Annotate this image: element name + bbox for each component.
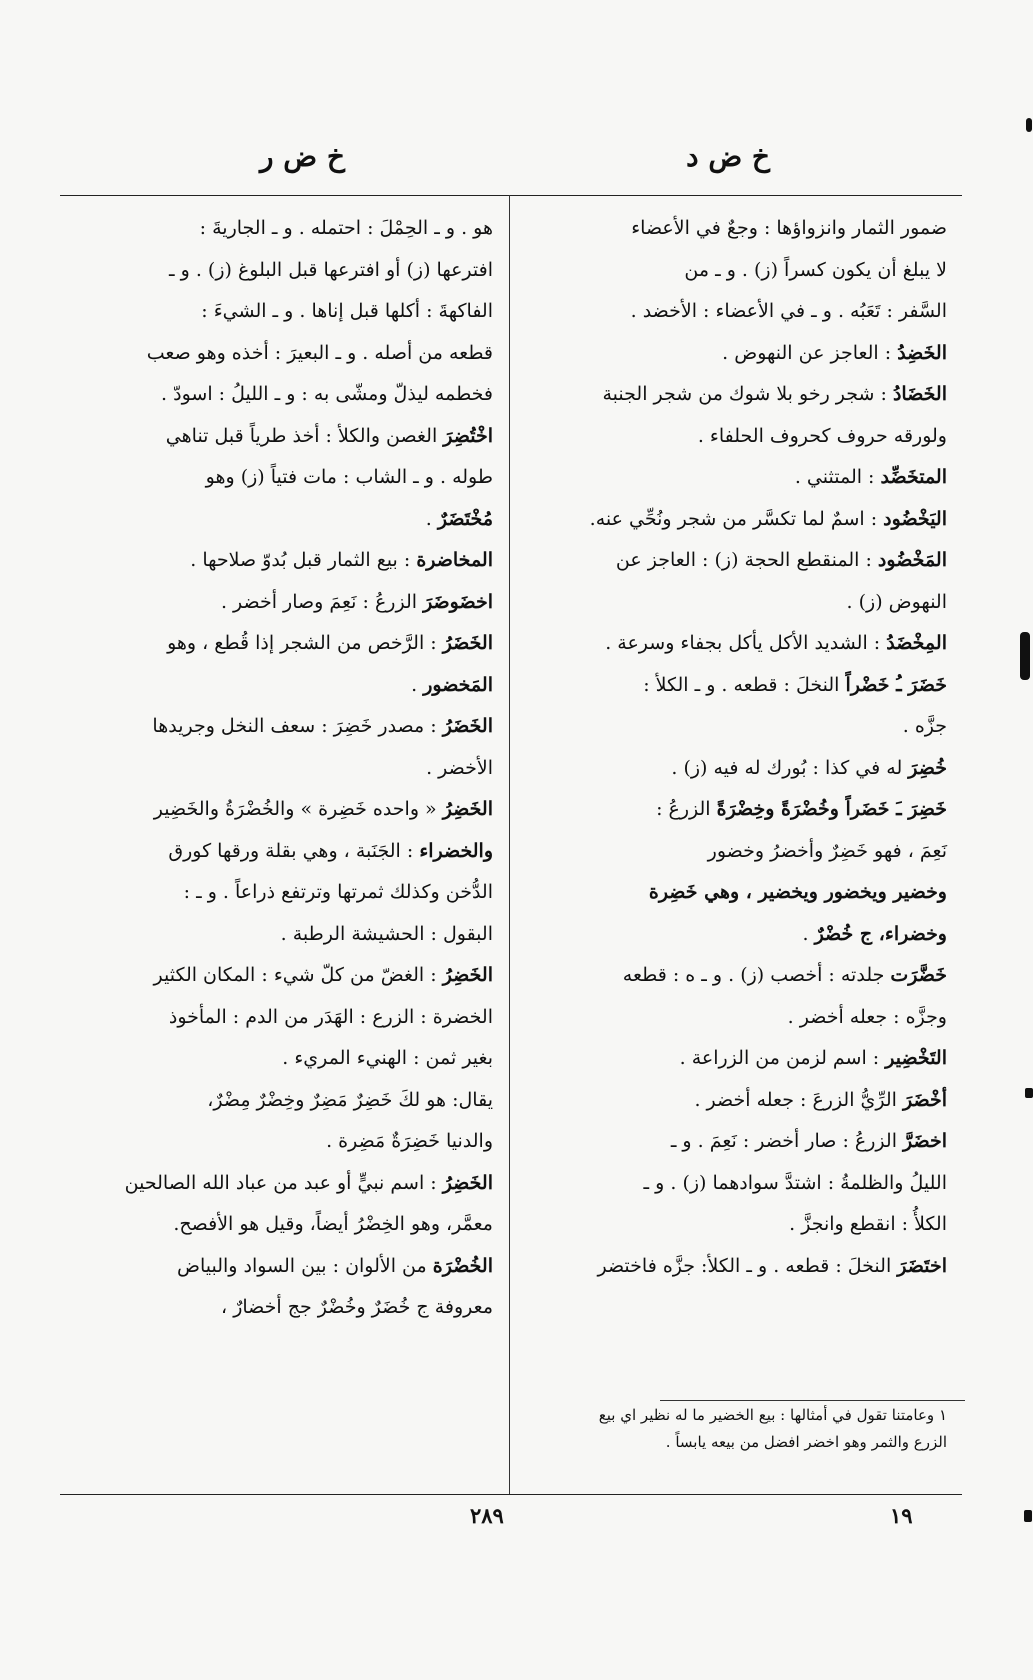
headword: خَضَّرَت (890, 964, 947, 986)
dictionary-line (522, 457, 947, 499)
definition-text: « واحده خَضِرة » والخُضْرَةُ والخَضِير (153, 798, 443, 820)
footnote-line: ١ وعامتنا تقول في أمثالها : بيع الخضير ما له نظير اي بيع (598, 1406, 947, 1424)
definition-text: : شجر رخو بلا شوك من شجر الجنبة (602, 383, 893, 405)
definition-text: : الرَّخص من الشجر إذا قُطع ، وهو (167, 632, 443, 654)
definition-text: . (802, 922, 815, 945)
definition-text: الدُّخن وكذلك ثمرتها وترتفع ذراعاً . و ـ : (183, 881, 493, 903)
definition-text: : المتثني . (794, 466, 881, 488)
headword: المخاضرة (416, 549, 493, 571)
headword: اخضَوضَرَ (423, 590, 493, 613)
dictionary-line (68, 499, 493, 541)
dictionary-line (68, 872, 493, 914)
dictionary-line (522, 1246, 947, 1288)
dictionary-line (522, 955, 947, 997)
page-number-folio: ١٩ (890, 1503, 913, 1528)
dictionary-line (522, 1038, 947, 1080)
headword: وخضراء، ج خُضْرٌ (814, 922, 947, 945)
definition-text: النخلَ : قطعه . و ـ الكلأ : (643, 673, 846, 696)
headword: والخضراء (419, 839, 493, 862)
page-header (60, 140, 960, 190)
definition-text: الزرعُ : (656, 798, 717, 820)
definition-text: ولورقه حروف كحروف الحلفاء . (697, 424, 947, 447)
dictionary-line (68, 914, 493, 956)
definition-text: فخطمه ليذلّ ومشّى به : و ـ الليلُ : اسودّ . (161, 383, 493, 405)
headword: خَضَرَ ـُ خَضْراً (845, 673, 947, 696)
definition-text: بغير ثمن : الهنيء المريء . (282, 1047, 493, 1069)
headword: اخضَرَّ (903, 1130, 947, 1152)
dictionary-line (68, 416, 493, 458)
footnotes (522, 1402, 947, 1456)
dictionary-line (68, 333, 493, 375)
definition-text: قطعه من أصله . و ـ البعيرَ : أخذه وهو صعب (146, 341, 493, 364)
definition-text: : الجَنَبة ، وهي بقلة ورقها كورق (168, 839, 420, 862)
dictionary-line (68, 1204, 493, 1246)
dictionary-line (522, 706, 947, 748)
dictionary-line (68, 1163, 493, 1205)
definition-text: الخضرة : الزرع : الهَدَر من الدم : المأخوذ (168, 1005, 493, 1028)
dictionary-line (68, 1287, 493, 1329)
headword: اختَضَرَ (897, 1254, 947, 1277)
definition-text: من الألوان : بين السواد والبياض (176, 1254, 433, 1277)
dictionary-line (522, 1080, 947, 1122)
definition-text: : بيع الثمار قبل بُدوّ صلاحها . (190, 549, 417, 571)
dictionary-line (68, 1080, 493, 1122)
dictionary-line (68, 831, 493, 873)
definition-text: الليلُ والظلمةُ : اشتدَّ سوادهما (ز) . و ـ (643, 1171, 947, 1194)
headword: وخضير ويخضور ويخضير ، وهي خَضِرة (648, 881, 947, 903)
footnote-line: الزرع والثمر وهو اخضر افضل من بيعه يابساً . (665, 1433, 947, 1451)
definition-text: ضمور الثمار وانزواؤها : وجعٌ في الأعضاء (631, 217, 947, 239)
dictionary-line (522, 872, 947, 914)
dictionary-line (68, 789, 493, 831)
headword: الخَضِدُ (897, 341, 947, 364)
dictionary-line (68, 748, 493, 790)
definition-text: الكلأُ : انقطع وانجزَّ . (789, 1213, 947, 1235)
definition-text: جلدته : أخصب (ز) . و ـ ه : قطعه (622, 964, 891, 986)
dictionary-line (68, 540, 493, 582)
dictionary-line (522, 333, 947, 375)
headword: اخْتُضِرَ (443, 424, 493, 447)
definition-text: والدنيا خَضِرَةٌ مَضِرة . (326, 1130, 493, 1152)
headword: المَخْضُود (877, 549, 947, 571)
headword: اليَخْضُود (883, 507, 947, 530)
dictionary-line (522, 665, 947, 707)
definition-text: الأخضر . (426, 756, 493, 779)
dictionary-line (522, 291, 947, 333)
headword: الخَضِرُ (442, 964, 493, 986)
definition-text: : اسم نبيٍّ أو عبد من عباد الله الصالحين (124, 1171, 443, 1194)
header-root-left: خ ض ر (260, 140, 345, 173)
dictionary-line (522, 1204, 947, 1246)
right-column (522, 208, 947, 1287)
definition-text: : العاجز عن النهوض . (722, 341, 898, 364)
definition-text: الزرعُ : صار أخضر : نَعِمَ . و ـ (670, 1130, 904, 1152)
headword: الخَضَرُ (442, 632, 493, 654)
dictionary-line (522, 250, 947, 292)
definition-text: معمَّر، وهو الخِضْرُ أيضاً، وقيل هو الأفصح. (173, 1213, 493, 1235)
footer-rule (60, 1494, 962, 1495)
definition-text: البقول : الحشيشة الرطبة . (280, 922, 493, 945)
definition-text: لا يبلغ أن يكون كسراً (ز) . و ـ من (684, 258, 947, 281)
dictionary-line (68, 1121, 493, 1163)
headword: الخَضِرُ (442, 1171, 493, 1194)
definition-text: الغصن والكلأ : أخذ طرياً قبل تناهي (165, 424, 444, 447)
page-number: ٢٨٩ (470, 1503, 504, 1528)
headword: المتخَضِّد (880, 466, 947, 488)
dictionary-line (522, 914, 947, 956)
scan-edge-mark (1026, 118, 1032, 132)
definition-text: الفاكهةَ : أكلها قبل إناها . و ـ الشيءَ : (201, 300, 493, 322)
dictionary-line (522, 1163, 947, 1205)
dictionary-line (522, 374, 947, 416)
dictionary-line (68, 706, 493, 748)
headword: الخَضِرُ (442, 798, 493, 820)
dictionary-line (68, 374, 493, 416)
definition-text: الزرعُ : نَعِمَ وصار أخضر . (220, 590, 424, 613)
definition-text: يقال: هو لكَ خَضِرٌ مَضِرٌ وخِضْرٌ مِضْرٌ، (207, 1088, 493, 1111)
dictionary-line (68, 997, 493, 1039)
scan-edge-mark (1024, 1510, 1032, 1522)
dictionary-line (68, 1246, 493, 1288)
headword: الخَضَادُ (892, 383, 947, 405)
definition-text: : المنقطع الحجة (ز) : العاجز عن (615, 549, 878, 571)
definition-text: هو . و ـ الحِمْلَ : احتمله . و ـ الجاريةَ : (199, 217, 493, 239)
definition-text: : اسم لزمن من الزراعة . (679, 1047, 886, 1069)
dictionary-line (522, 1121, 947, 1163)
headword: الخُضْرَة (432, 1254, 493, 1277)
definition-text: معروفة ج خُضَرٌ وخُضْرٌ جج أخضارٌ ، (221, 1296, 493, 1318)
headword: الخَضَرُ (442, 715, 493, 737)
definition-text: جزَّه . (902, 715, 947, 737)
dictionary-line (522, 623, 947, 665)
dictionary-line (68, 291, 493, 333)
dictionary-line (522, 208, 947, 250)
definition-text: له في كذا : بُورك له فيه (ز) . (671, 756, 909, 779)
headword: المِخْضَدُ (886, 632, 947, 654)
dictionary-line (522, 540, 947, 582)
definition-text: : الشديد الأكل يأكل بجفاء وسرعة . (605, 632, 887, 654)
headword: خُضِرَ (908, 756, 947, 779)
headword: المَخضور (423, 673, 493, 696)
definition-text: نَعِمَ ، فهو خَضِرٌ وأخضرُ وخضور (707, 839, 947, 862)
definition-text: : اسمٌ لما تكسَّر من شجر ونُحِّي عنه. (589, 507, 884, 530)
headword: خَضِرَ ـَ خَضَراً وخُضْرَةً وخِضْرَةً (716, 798, 947, 820)
definition-text: افترعها (ز) أو افترعها قبل البلوغ (ز) . و ـ (169, 258, 493, 281)
dictionary-line (522, 748, 947, 790)
dictionary-line (68, 582, 493, 624)
left-column (68, 208, 493, 1329)
definition-text: . (411, 673, 424, 696)
definition-text: وجزَّه : جعله أخضر . (787, 1005, 947, 1028)
dictionary-line (522, 499, 947, 541)
dictionary-line (68, 457, 493, 499)
definition-text: الرِّيُّ الزرعَ : جعله أخضر . (694, 1088, 904, 1111)
dictionary-line (522, 416, 947, 458)
dictionary-line (522, 997, 947, 1039)
header-rule (60, 195, 962, 196)
scan-edge-mark (1020, 632, 1030, 680)
definition-text: النهوض (ز) . (846, 590, 947, 613)
headword: أخْضَرَ (903, 1088, 947, 1111)
footnote-rule (660, 1400, 965, 1401)
dictionary-line (522, 831, 947, 873)
definition-text: . (425, 507, 438, 530)
definition-text: : الغضّ من كلّ شيء : المكان الكثير (153, 964, 443, 986)
definition-text: النخلَ : قطعه . و ـ الكلأ: جزَّه فاختضر (597, 1254, 898, 1277)
dictionary-line (68, 623, 493, 665)
dictionary-line (522, 789, 947, 831)
definition-text: السَّفر : تَعَبُه . و ـ في الأعضاء : الأخضد . (630, 300, 947, 322)
column-divider (509, 195, 510, 1494)
dictionary-line (68, 250, 493, 292)
dictionary-line (68, 208, 493, 250)
definition-text: : مصدر خَضِرَ : سعف النخل وجريدها (152, 715, 443, 737)
headword: مُخْتَضَرٌ (437, 507, 493, 530)
header-root-right: خ ض د (686, 140, 770, 173)
definition-text: طوله . و ـ الشاب : مات فتياً (ز) وهو (205, 466, 493, 488)
headword: التَخْضِير (885, 1047, 947, 1069)
dictionary-line (68, 955, 493, 997)
dictionary-line (68, 1038, 493, 1080)
scan-edge-mark (1025, 1088, 1033, 1098)
dictionary-line (68, 665, 493, 707)
dictionary-line (522, 582, 947, 624)
